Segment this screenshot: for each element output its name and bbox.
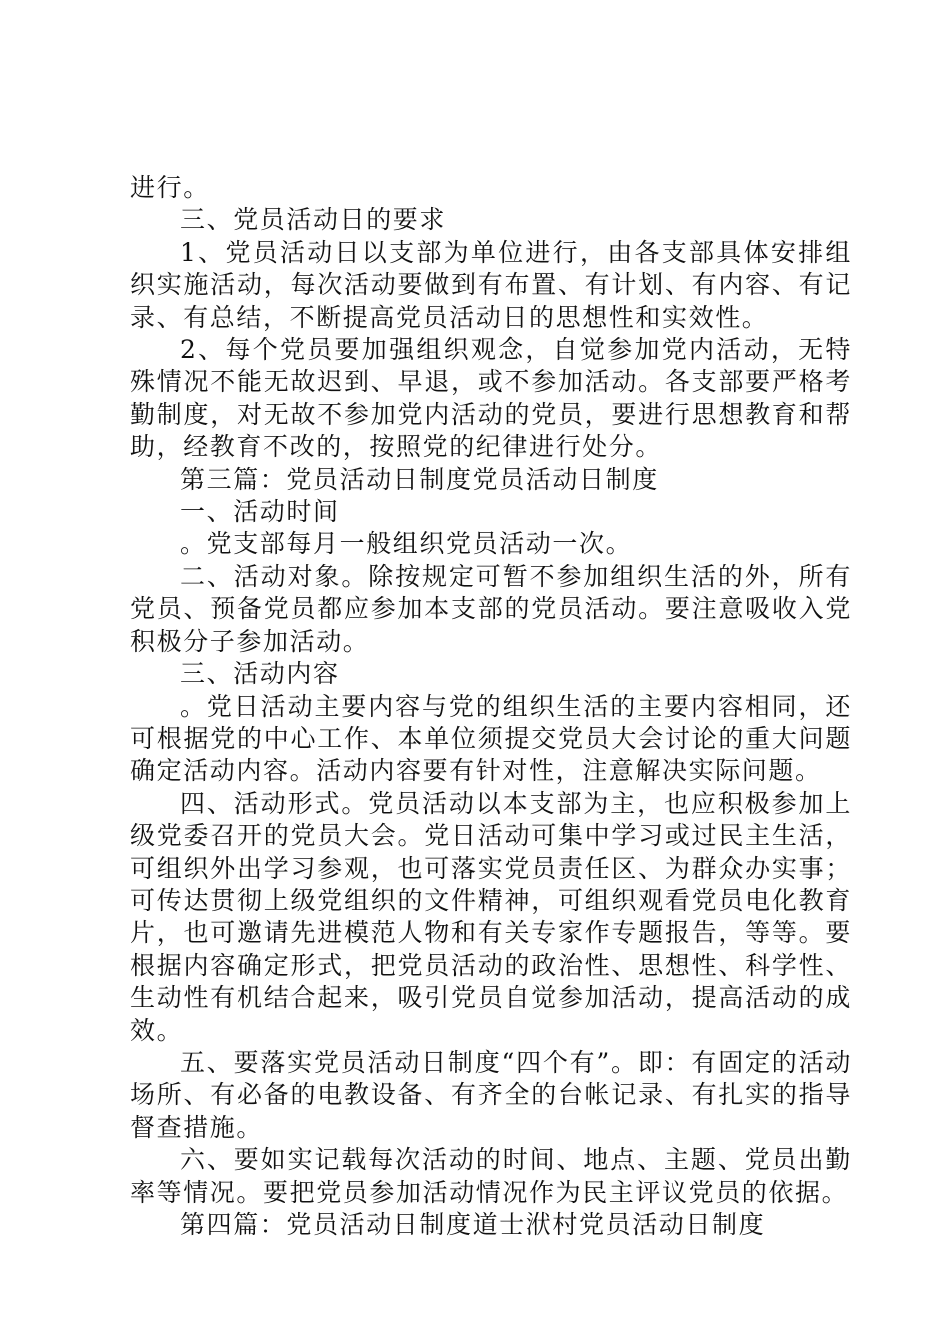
paragraph: 。党支部每月一般组织党员活动一次。 bbox=[180, 529, 633, 559]
section-heading: 三、活动内容 bbox=[180, 659, 340, 689]
paragraph: 进行。 bbox=[130, 173, 210, 202]
paragraph: 五、要落实党员活动日制度“四个有”。即：有固定的活动场所、有必备的电教设备、有齐全的台帐记录、有扎实的指导督查措施。 bbox=[130, 1047, 852, 1142]
section-heading: 一、活动时间 bbox=[180, 497, 340, 527]
chapter-heading: 第三篇：党员活动日制度党员活动日制度 bbox=[180, 464, 659, 494]
document-body bbox=[130, 172, 852, 1241]
paragraph: 二、活动对象。除按规定可暂不参加组织生活的外，所有党员、预备党员都应参加本支部的党员活动。要注意吸收入党积极分子参加活动。 bbox=[130, 561, 852, 656]
paragraph: 四、活动形式。党员活动以本支部为主，也应积极参加上级党委召开的党员大会。党日活动可集中学习或过民主生活，可组织外出学习参观，也可落实党员责任区、为群众办实事；可传达贯彻上级党组织的文件精神，可组织观看党员电化教育片，也可邀请先进模范人物和有关专家作专题报告，等等。要根据内容确定形式，把党员活动的政治性、思想性、科学性、生动性有机结合起来，吸引党员自觉参加活动，提高活动的成效。 bbox=[130, 788, 852, 1045]
chapter-heading: 第四篇：党员活动日制度道士洑村党员活动日制度 bbox=[180, 1210, 766, 1239]
section-heading: 三、党员活动日的要求 bbox=[180, 205, 447, 235]
paragraph: 2、每个党员要加强组织观念，自觉参加党内活动，无特殊情况不能无故迟到、早退，或不参加活动。各支部要严格考勤制度，对无故不参加党内活动的党员，要进行思想教育和帮助，经教育不改的，按照党的纪律进行处分。 bbox=[130, 335, 852, 462]
paragraph: 六、要如实记载每次活动的时间、地点、主题、党员出勤率等情况。要把党员参加活动情况作为民主评议党员的依据。 bbox=[130, 1145, 852, 1207]
paragraph: 1、党员活动日以支部为单位进行，由各支部具体安排组织实施活动，每次活动要做到有布置、有计划、有内容、有记录、有总结，不断提高党员活动日的思想性和实效性。 bbox=[130, 237, 852, 332]
paragraph: 。党日活动主要内容与党的组织生活的主要内容相同，还可根据党的中心工作、本单位须提交党员大会讨论的重大问题确定活动内容。活动内容要有针对性，注意解决实际问题。 bbox=[130, 691, 852, 786]
